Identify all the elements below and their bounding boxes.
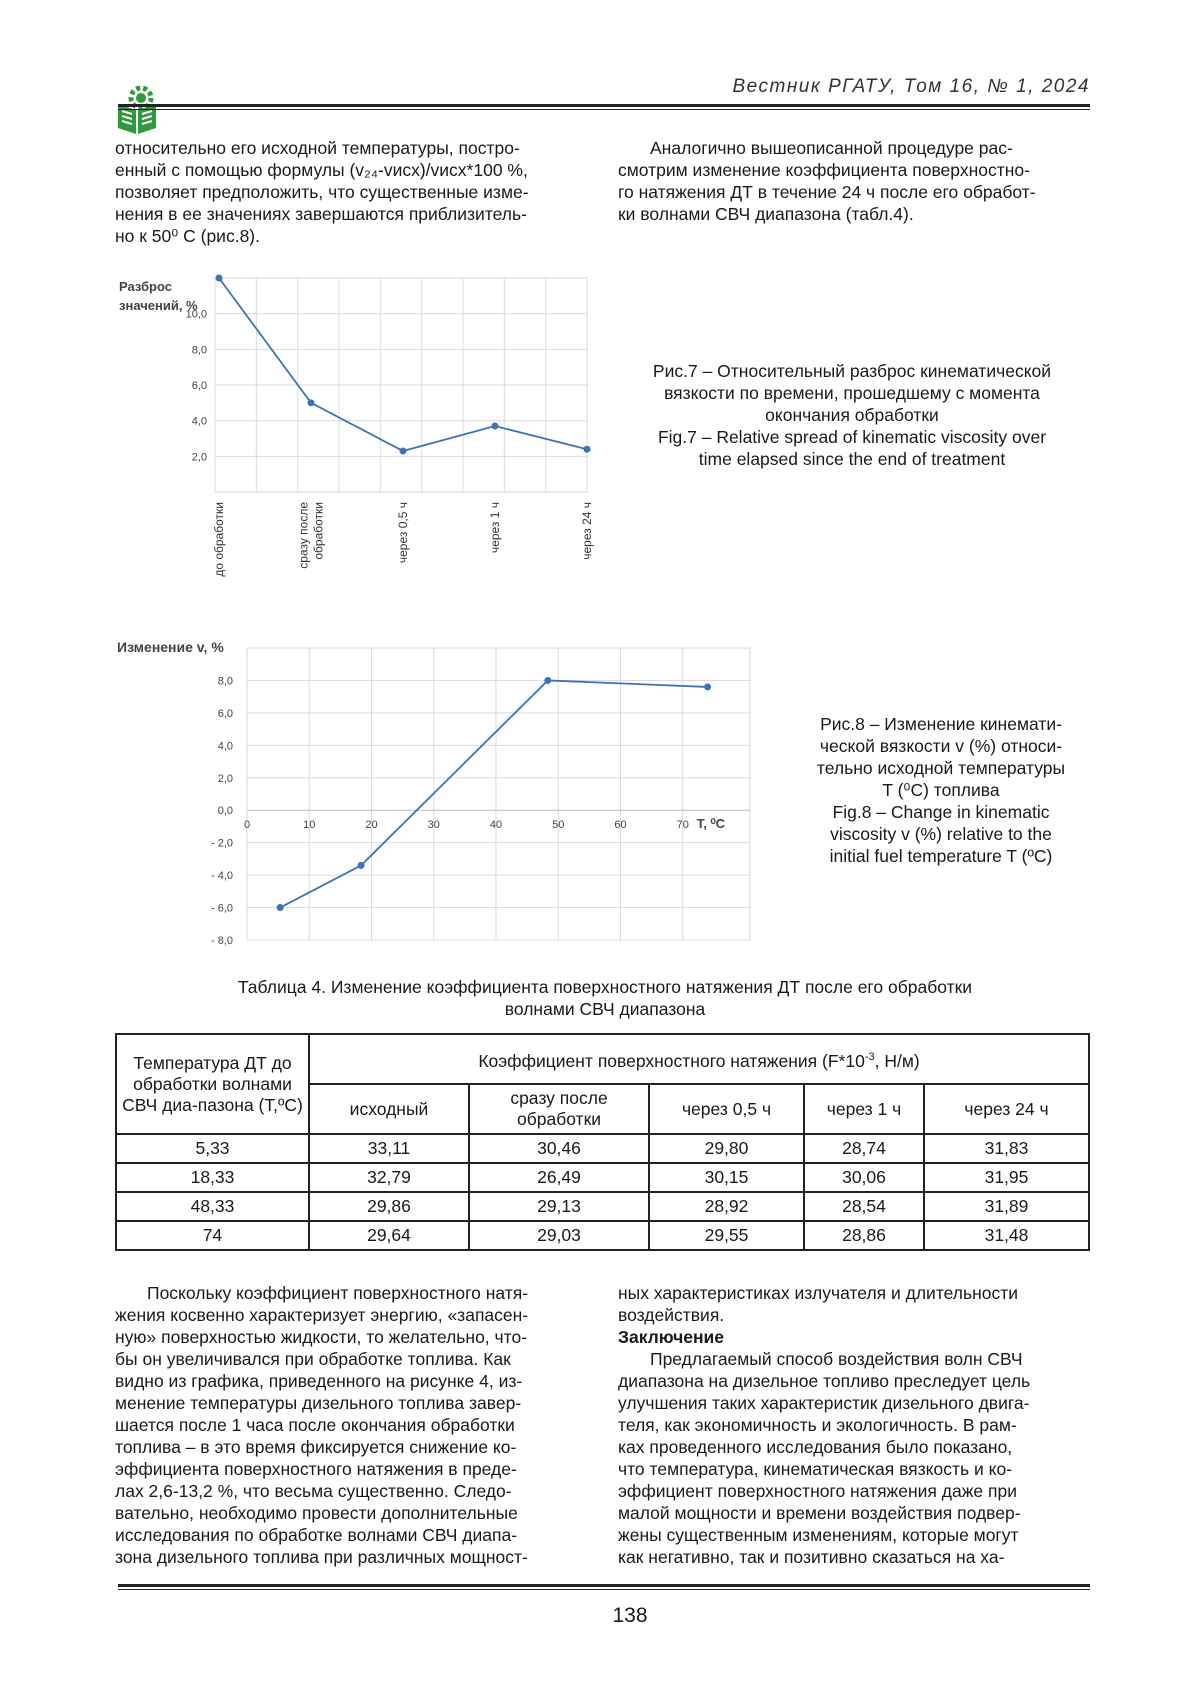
- table-cell: 28,54: [804, 1192, 924, 1221]
- x-tick-label: 40: [489, 819, 503, 832]
- text-line: улучшения таких характеристик дизельного двига-: [618, 1393, 1030, 1413]
- caption-line: Таблица 4. Изменение коэффициента поверхностного натяжения ДТ после его обработки: [237, 977, 973, 997]
- table-row: [116, 1163, 1089, 1192]
- x-tick-label: 10: [303, 819, 316, 832]
- text-line: позволяет предположить, что существенные изме-: [115, 182, 529, 202]
- header-rule-thin: [118, 109, 1090, 110]
- data-point: [400, 447, 407, 454]
- table-row: [116, 1134, 1089, 1163]
- x-category-label: до обработки: [212, 502, 226, 577]
- table-cell: 28,86: [804, 1221, 924, 1250]
- text-line: ках проведенного исследования было показано,: [618, 1437, 1013, 1457]
- table-cell: 29,80: [649, 1134, 804, 1163]
- data-point: [308, 399, 315, 406]
- text-line: эффициента поверхностного натяжения в преде-: [115, 1459, 517, 1479]
- text-line: ных характеристиках излучателя и длительности: [618, 1283, 1019, 1303]
- table-cell: 31,95: [924, 1163, 1089, 1192]
- table-cell: 5,33: [116, 1134, 309, 1163]
- y-axis-label: Изменение v, %: [117, 639, 224, 655]
- table-4-caption: [150, 976, 1060, 1020]
- text-line: зона дизельного топлива при различных мощност-: [115, 1547, 528, 1567]
- table-cell: 28,92: [649, 1192, 804, 1221]
- table-cell: 29,13: [469, 1192, 649, 1221]
- caption-line: initial fuel temperature T (ºC): [829, 846, 1053, 866]
- x-category-label: через 0,5 ч: [396, 502, 410, 564]
- y-tick-label: 6,0: [217, 707, 233, 720]
- journal-header: Вестник РГАТУ, Том 16, № 1, 2024: [732, 76, 1090, 97]
- table-cell: 74: [116, 1221, 309, 1250]
- x-tick-label: 20: [365, 819, 378, 832]
- table-cell: 30,46: [469, 1134, 649, 1163]
- y-axis-label: значений, %: [119, 298, 198, 313]
- y-tick-label: 10,0: [185, 308, 207, 321]
- table-header-group: [309, 1034, 1089, 1084]
- caption-line: ческой вязкости v (%) относи-: [819, 736, 1063, 756]
- text-line: вательно, необходимо провести дополнительные: [115, 1503, 518, 1523]
- table-cell: 48,33: [116, 1192, 309, 1221]
- y-axis-label: Разброс: [119, 279, 172, 294]
- table-header-group-tail: , Н/м): [874, 1050, 920, 1071]
- table-cell: 29,86: [309, 1192, 469, 1221]
- table-header-group-text: Коэффициент поверхностного натяжения (F*10: [478, 1050, 865, 1071]
- text-line: лах 2,6-13,2 %, что весьма существенно. Следо-: [115, 1481, 512, 1501]
- text-line: ки волнами СВЧ диапазона (табл.4).: [618, 204, 914, 224]
- text-line: Поскольку коэффициент поверхностного натя-: [147, 1283, 529, 1303]
- table-subheader: через 24 ч: [924, 1084, 1089, 1134]
- table-header-group-exp: -3: [864, 1050, 875, 1063]
- text-line: теля, как экономичность и экологичность. В рам-: [618, 1415, 1017, 1435]
- table-subheader: сразу после обработки: [469, 1084, 649, 1134]
- text-line: относительно его исходной температуры, постро-: [115, 138, 520, 158]
- text-line: жения косвенно характеризует энергию, «запасен-: [115, 1305, 529, 1325]
- caption-line: Fig.8 – Change in kinematic: [832, 802, 1050, 822]
- table-subheader: исходный: [309, 1084, 469, 1134]
- caption-line: тельно исходной температуры: [816, 758, 1066, 778]
- data-point: [277, 904, 284, 911]
- table-4: [115, 1033, 1090, 1251]
- x-axis-label: T, ⁰С: [696, 816, 726, 832]
- caption-line: Рис.8 – Изменение кинемати-: [820, 714, 1062, 734]
- caption-line: viscosity v (%) relative to the: [830, 824, 1052, 844]
- text-line: что температура, кинематическая вязкость и ко-: [618, 1459, 1013, 1479]
- table-cell: 30,15: [649, 1163, 804, 1192]
- y-tick-label: 2,0: [191, 451, 207, 464]
- table-header-temperature: Температура ДТ до обработки волнами СВЧ диа-пазона (T,ºC): [116, 1034, 309, 1134]
- figure-8-caption: [790, 713, 1092, 867]
- x-tick-label: 70: [676, 819, 689, 832]
- table-cell: 32,79: [309, 1163, 469, 1192]
- y-tick-label: 0,0: [217, 805, 233, 818]
- text-line: малой мощности и времени воздействия подвер-: [618, 1503, 1021, 1523]
- caption-line: Fig.7 – Relative spread of kinematic viscosity over: [657, 427, 1047, 447]
- text-column-top-right: [618, 137, 1092, 225]
- table-cell: 30,06: [804, 1163, 924, 1192]
- table-cell: 29,64: [309, 1221, 469, 1250]
- text-line: смотрим изменение коэффициента поверхностно-: [618, 160, 1030, 180]
- figure-7-chart: [115, 270, 595, 620]
- table-cell: 31,48: [924, 1221, 1089, 1250]
- x-tick-label: 30: [427, 819, 440, 832]
- plot-area: [247, 648, 750, 940]
- data-point: [358, 862, 365, 869]
- y-tick-label: 6,0: [191, 380, 207, 392]
- data-point: [216, 275, 223, 282]
- data-point: [704, 683, 711, 690]
- text-line: жены существенным изменениям, которые могут: [618, 1525, 1019, 1545]
- header-rule: [118, 104, 1090, 107]
- text-line: Аналогично вышеописанной процедуре рас-: [650, 138, 1013, 158]
- y-tick-label: 2,0: [217, 772, 233, 785]
- text-line: как негативно, так и позитивно сказаться на ха-: [618, 1547, 1005, 1567]
- text-line: шается после 1 часа после окончания обработки: [115, 1415, 515, 1435]
- table-cell: 18,33: [116, 1163, 309, 1192]
- text-line: ную» поверхностью жидкости, то желательно, что-: [115, 1327, 528, 1347]
- text-line: енный с помощью формулы (v₂₄-vисх)/vисх*100 %,: [115, 160, 528, 180]
- text-line: нения в ее значениях завершаются приблизитель-: [115, 204, 527, 224]
- table-cell: 28,74: [804, 1134, 924, 1163]
- data-point: [492, 423, 499, 430]
- caption-line: окончания обработки: [765, 405, 939, 425]
- table-cell: 26,49: [469, 1163, 649, 1192]
- table-row: [116, 1221, 1089, 1250]
- x-category-label: через 1 ч: [488, 502, 502, 554]
- y-tick-label: 4,0: [217, 740, 233, 753]
- text-line: исследования по обработке волнами СВЧ диапа-: [115, 1525, 518, 1545]
- x-tick-label: 50: [552, 819, 565, 832]
- caption-line: волнами СВЧ диапазона: [504, 999, 706, 1019]
- text-line: топлива – в это время фиксируется снижение ко-: [115, 1437, 517, 1457]
- y-tick-label: - 4,0: [210, 870, 233, 883]
- y-tick-label: - 6,0: [210, 902, 233, 915]
- y-tick-label: 4,0: [191, 415, 207, 428]
- caption-line: T (⁰С) топлива: [882, 780, 1000, 800]
- caption-line: Рис.7 – Относительный разброс кинематической: [652, 361, 1052, 381]
- section-heading: Заключение: [618, 1327, 725, 1347]
- caption-line: time elapsed since the end of treatment: [698, 449, 1006, 469]
- table-cell: 31,83: [924, 1134, 1089, 1163]
- y-tick-label: 8,0: [217, 675, 233, 688]
- text-line: эффициент поверхностного натяжения даже при: [618, 1481, 1018, 1501]
- text-column-bottom-left: [115, 1282, 593, 1568]
- data-point: [544, 677, 551, 684]
- y-tick-label: - 8,0: [210, 935, 233, 947]
- figure-8-chart: [115, 640, 755, 950]
- x-tick-label: 0: [243, 819, 251, 832]
- text-column-bottom-right: [618, 1282, 1092, 1568]
- table-cell: 33,11: [309, 1134, 469, 1163]
- y-tick-label: - 2,0: [210, 837, 233, 850]
- x-tick-label: 60: [614, 819, 627, 832]
- table-subheader: через 1 ч: [804, 1084, 924, 1134]
- x-category-label: через 24 ч: [580, 502, 594, 560]
- text-line: менение температуры дизельного топлива завер-: [115, 1393, 522, 1413]
- text-line: го натяжения ДТ в течение 24 ч после его обработ-: [618, 182, 1036, 202]
- text-line: воздействия.: [618, 1305, 725, 1325]
- text-column-top-left: [115, 137, 593, 247]
- footer-rule: [118, 1584, 1090, 1587]
- table-cell: 31,89: [924, 1192, 1089, 1221]
- text-line: но к 50⁰ С (рис.8).: [115, 226, 260, 246]
- x-category-label: сразу после: [296, 502, 311, 569]
- table-cell: 29,55: [649, 1221, 804, 1250]
- text-line: Предлагаемый способ воздействия волн СВЧ: [650, 1349, 1023, 1369]
- figure-7-caption: [612, 360, 1092, 470]
- page-number: 138: [612, 1604, 648, 1627]
- text-line: бы он увеличивался при обработке топлива. Как: [115, 1349, 511, 1369]
- text-line: видно из графика, приведенного на рисунке 4, из-: [115, 1371, 523, 1391]
- journal-logo: [114, 84, 160, 136]
- y-tick-label: 8,0: [191, 344, 207, 357]
- text-line: диапазона на дизельное топливо преследует цель: [618, 1371, 1031, 1391]
- table-subheader: через 0,5 ч: [649, 1084, 804, 1134]
- data-point: [584, 446, 591, 453]
- x-category-label: обработки: [311, 502, 326, 560]
- caption-line: вязкости по времени, прошедшему с момента: [664, 383, 1040, 403]
- table-cell: 29,03: [469, 1221, 649, 1250]
- footer-rule-thin: [118, 1589, 1090, 1590]
- table-row: [116, 1192, 1089, 1221]
